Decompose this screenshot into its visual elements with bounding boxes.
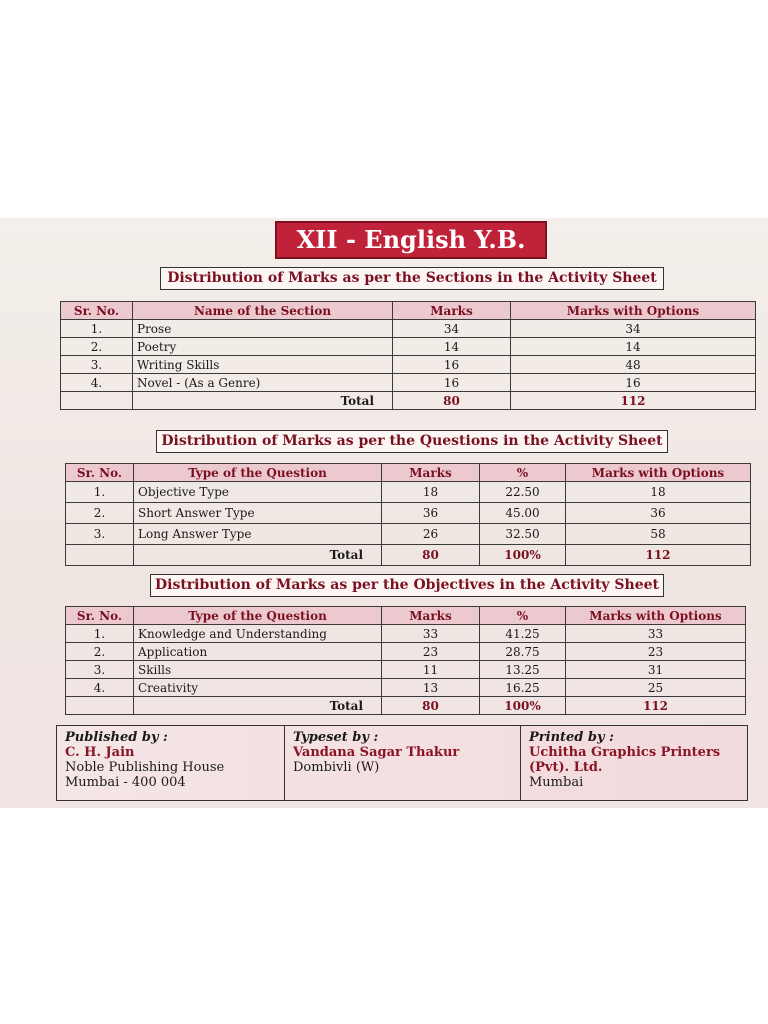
total-label: Total: [134, 545, 382, 566]
marks-cell: 13: [382, 679, 480, 697]
total-marks: 80: [382, 545, 480, 566]
sr-no-cell: 3.: [66, 524, 134, 545]
publisher-address: Mumbai - 400 004: [65, 775, 186, 790]
header-cell: Marks: [393, 302, 511, 320]
table-row: [66, 503, 751, 524]
header-cell: Marks with Options: [566, 607, 746, 625]
header-cell: Marks with Options: [566, 464, 751, 482]
percent-cell: 22.50: [480, 482, 566, 503]
section-name-cell: Prose: [133, 320, 393, 338]
question-type-cell: Long Answer Type: [134, 524, 382, 545]
marks-cell: 16: [393, 374, 511, 392]
header-cell: Type of the Question: [134, 464, 382, 482]
sr-no-cell: 4.: [61, 374, 133, 392]
sections-heading: Distribution of Marks as per the Sections in the Activity Sheet: [160, 267, 664, 290]
sr-no-cell: 2.: [66, 643, 134, 661]
percent-cell: 13.25: [480, 661, 566, 679]
header-cell: %: [480, 464, 566, 482]
table-row: [61, 338, 756, 356]
marks-cell: 11: [382, 661, 480, 679]
questions-table: [65, 463, 751, 566]
questions-heading: Distribution of Marks as per the Questions in the Activity Sheet: [156, 430, 668, 453]
total-row: [66, 545, 751, 566]
typeset-by-label: Typeset by :: [293, 730, 379, 745]
table-header-row: [66, 464, 751, 482]
objective-type-cell: Skills: [134, 661, 382, 679]
header-cell: Sr. No.: [61, 302, 133, 320]
percent-cell: 45.00: [480, 503, 566, 524]
table-row: [61, 374, 756, 392]
table-row: [66, 482, 751, 503]
published-by-label: Published by :: [65, 730, 168, 745]
percent-cell: 28.75: [480, 643, 566, 661]
page-title: XII - English Y.B.: [275, 221, 547, 259]
header-cell: Sr. No.: [66, 607, 134, 625]
header-cell: Marks: [382, 464, 480, 482]
header-cell: Name of the Section: [133, 302, 393, 320]
table-header-row: [66, 607, 746, 625]
percent-cell: 32.50: [480, 524, 566, 545]
question-type-cell: Objective Type: [134, 482, 382, 503]
marks-cell: 34: [393, 320, 511, 338]
table-row: [66, 524, 751, 545]
total-marks: 80: [382, 697, 480, 715]
sr-no-cell: 4.: [66, 679, 134, 697]
total-label: Total: [134, 697, 382, 715]
table-row: [66, 679, 746, 697]
question-type-cell: Short Answer Type: [134, 503, 382, 524]
marks-cell: 18: [382, 482, 480, 503]
table-header-row: [61, 302, 756, 320]
total-options: 112: [511, 392, 756, 410]
table-row: [66, 643, 746, 661]
typesetter-name: Vandana Sagar Thakur: [293, 745, 460, 760]
sr-no-cell: 2.: [61, 338, 133, 356]
table-row: [66, 661, 746, 679]
typeset-by-block: [285, 726, 521, 800]
empty-cell: [61, 392, 133, 410]
objectives-heading: Distribution of Marks as per the Objectives in the Activity Sheet: [150, 574, 664, 597]
objectives-table: [65, 606, 746, 715]
options-cell: 33: [566, 625, 746, 643]
empty-cell: [66, 545, 134, 566]
table-row: [61, 320, 756, 338]
options-cell: 36: [566, 503, 751, 524]
options-cell: 23: [566, 643, 746, 661]
percent-cell: 16.25: [480, 679, 566, 697]
objective-type-cell: Application: [134, 643, 382, 661]
objective-type-cell: Knowledge and Understanding: [134, 625, 382, 643]
total-row: [61, 392, 756, 410]
options-cell: 18: [566, 482, 751, 503]
credits-footer: [56, 725, 748, 801]
total-row: [66, 697, 746, 715]
header-cell: Type of the Question: [134, 607, 382, 625]
total-marks: 80: [393, 392, 511, 410]
options-cell: 25: [566, 679, 746, 697]
table-row: [61, 356, 756, 374]
options-cell: 58: [566, 524, 751, 545]
options-cell: 31: [566, 661, 746, 679]
total-label: Total: [133, 392, 393, 410]
printed-by-block: [521, 726, 746, 800]
typesetter-location: Dombivli (W): [293, 760, 380, 775]
marks-cell: 23: [382, 643, 480, 661]
table-row: [66, 625, 746, 643]
sr-no-cell: 2.: [66, 503, 134, 524]
section-name-cell: Writing Skills: [133, 356, 393, 374]
options-cell: 16: [511, 374, 756, 392]
section-name-cell: Novel - (As a Genre): [133, 374, 393, 392]
marks-cell: 14: [393, 338, 511, 356]
marks-cell: 26: [382, 524, 480, 545]
sr-no-cell: 3.: [66, 661, 134, 679]
total-options: 112: [566, 697, 746, 715]
published-by-block: [57, 726, 285, 800]
header-cell: Marks with Options: [511, 302, 756, 320]
publisher-name: C. H. Jain: [65, 745, 135, 760]
marks-cell: 36: [382, 503, 480, 524]
printer-name: Uchitha Graphics Printers: [529, 745, 721, 760]
total-percent: 100%: [480, 697, 566, 715]
sr-no-cell: 3.: [61, 356, 133, 374]
header-cell: Sr. No.: [66, 464, 134, 482]
sr-no-cell: 1.: [66, 625, 134, 643]
sr-no-cell: 1.: [61, 320, 133, 338]
total-options: 112: [566, 545, 751, 566]
options-cell: 48: [511, 356, 756, 374]
marks-cell: 16: [393, 356, 511, 374]
objective-type-cell: Creativity: [134, 679, 382, 697]
header-cell: Marks: [382, 607, 480, 625]
publisher-house: Noble Publishing House: [65, 760, 225, 775]
sections-table: [60, 301, 756, 410]
options-cell: 34: [511, 320, 756, 338]
printer-name-suffix: (Pvt). Ltd.: [529, 760, 603, 775]
options-cell: 14: [511, 338, 756, 356]
empty-cell: [66, 697, 134, 715]
section-name-cell: Poetry: [133, 338, 393, 356]
percent-cell: 41.25: [480, 625, 566, 643]
printer-location: Mumbai: [529, 775, 584, 790]
header-cell: %: [480, 607, 566, 625]
marks-cell: 33: [382, 625, 480, 643]
total-percent: 100%: [480, 545, 566, 566]
printed-by-label: Printed by :: [529, 730, 614, 745]
sr-no-cell: 1.: [66, 482, 134, 503]
